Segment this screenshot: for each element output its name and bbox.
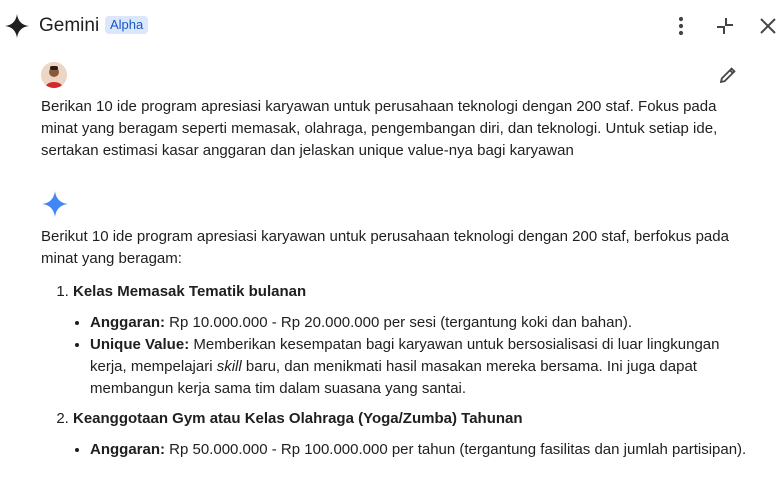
list-item: [73, 281, 751, 400]
user-avatar: [41, 62, 67, 88]
response: [41, 226, 751, 469]
more-vert-icon: [678, 16, 684, 36]
close-button[interactable]: [755, 12, 780, 40]
sparkle-icon: [5, 14, 29, 38]
budget-line: • Anggaran: Rp 50.000.000 - Rp 100.000.000 per tahun (tergantung fasilitas dan jumlah partisipan).: [90, 439, 751, 461]
header: [0, 0, 780, 52]
alpha-badge: Alpha: [105, 16, 148, 34]
edit-prompt-button[interactable]: [716, 64, 740, 86]
budget-line: • Anggaran: Rp 10.000.000 - Rp 20.000.000 per sesi (tergantung koki dan bahan).: [90, 312, 751, 334]
pencil-icon: [719, 66, 737, 84]
minimize-button[interactable]: [712, 12, 738, 40]
idea-title: 1. Kelas Memasak Tematik bulanan: [73, 283, 307, 300]
idea-list: [41, 281, 751, 461]
value-line: • Unique Value: Memberikan kesempatan bagi karyawan untuk bersosialisasi di luar lingkungan kerja, mempelajari skill baru, dan menikmati hasil masakan mereka bersama. Ini juga dapat membangun kerja sama tim dalam suasana yang santai.: [90, 334, 751, 400]
minimize-icon: [715, 16, 735, 36]
more-options-button[interactable]: [668, 12, 694, 40]
response-intro: Berikut 10 ide program apresiasi karyawan untuk perusahaan teknologi dengan 200 staf, berfokus pada minat yang beragam:: [41, 228, 729, 267]
list-item: [73, 408, 751, 461]
idea-title: 2. Keanggotaan Gym atau Kelas Olahraga (Yoga/Zumba) Tahunan: [73, 410, 523, 427]
user-prompt: Berikan 10 ide program apresiasi karyawan untuk perusahaan teknologi dengan 200 staf. Fokus pada minat yang beragam seperti memasak, olahraga, pengembangan diri, dan teknologi. Untuk setiap ide, sertakan estimasi kasar anggaran dan jelaskan unique value-nya bagi karyawan: [41, 98, 718, 159]
close-icon: [759, 17, 777, 35]
gemini-sparkle-icon: [42, 191, 68, 217]
app-title: Gemini: [39, 15, 100, 36]
